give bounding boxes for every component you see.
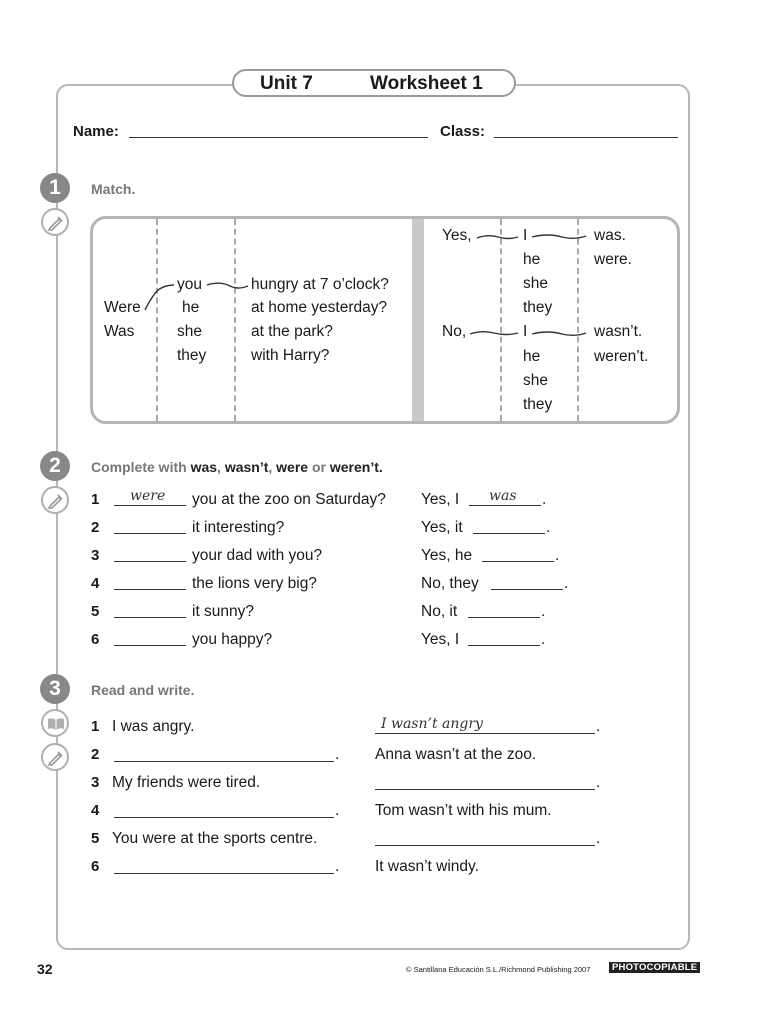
ex3-right-text: Tom wasn’t with his mum. <box>375 802 552 819</box>
period: . <box>555 547 560 564</box>
exercise-3-instruction: Read and write. <box>91 682 195 698</box>
period: . <box>335 746 340 763</box>
exercise-3-number: 3 <box>40 674 70 704</box>
ex3-left-blank[interactable] <box>114 817 334 818</box>
ending-were: were. <box>594 251 632 268</box>
ex2-answer-text: No, it <box>421 603 458 620</box>
pronoun-no-she: she <box>523 372 548 389</box>
worksheet-title: Worksheet 1 <box>370 73 483 94</box>
period: . <box>596 830 601 847</box>
answer-yes: Yes, <box>442 227 472 244</box>
pronoun-yes-they: they <box>523 299 553 316</box>
pronoun-yes-she: she <box>523 275 548 292</box>
period: . <box>541 631 546 648</box>
ex3-right-blank[interactable] <box>375 845 595 846</box>
ex2-answer-blank[interactable] <box>482 561 554 562</box>
ex2-answer-blank[interactable] <box>468 645 540 646</box>
subject-you: you <box>177 276 202 293</box>
ex3-left-text: I was angry. <box>112 718 195 735</box>
period: . <box>596 774 601 791</box>
ex2-row-number: 6 <box>91 631 100 648</box>
ex2-answer-text: Yes, I <box>421 491 460 508</box>
book-icon <box>41 709 69 737</box>
ex2-answer-fill: was <box>489 488 517 504</box>
ex3-row-number: 1 <box>91 718 100 735</box>
pencil-icon <box>41 486 69 514</box>
subject-he: he <box>182 299 200 316</box>
ex3-row-number: 6 <box>91 858 100 875</box>
ex2-question-text: you at the zoo on Saturday? <box>192 491 386 508</box>
ex3-left-blank[interactable] <box>114 761 334 762</box>
period: . <box>542 491 547 508</box>
ex3-right-text: Anna wasn’t at the zoo. <box>375 746 537 763</box>
ex2-question-blank[interactable] <box>114 645 186 646</box>
ex2-question-text: your dad with you? <box>192 547 323 564</box>
ex2-question-answer: were <box>130 488 166 504</box>
ex3-left-text: You were at the sports centre. <box>112 830 318 847</box>
name-label: Name: <box>73 123 119 140</box>
verb-was: Was <box>104 323 135 340</box>
subject-they: they <box>177 347 207 364</box>
ex2-answer-blank[interactable] <box>469 505 541 506</box>
page-number: 32 <box>37 961 53 977</box>
ex2-row-number: 2 <box>91 519 100 536</box>
ex2-question-blank[interactable] <box>114 533 186 534</box>
ex2-answer-blank[interactable] <box>473 533 545 534</box>
ex2-answer-text: Yes, I <box>421 631 460 648</box>
copyright: © Santillana Educación S.L./Richmond Publishing 2007 <box>406 965 591 974</box>
ending-werent: weren’t. <box>594 348 649 365</box>
ex3-right-answer: I wasn’t angry <box>381 716 483 732</box>
ex2-question-blank[interactable] <box>114 589 186 590</box>
ex2-question-blank[interactable] <box>114 505 186 506</box>
period: . <box>541 603 546 620</box>
ex2-row-number: 1 <box>91 491 100 508</box>
pencil-icon <box>41 743 69 771</box>
ex2-answer-text: No, they <box>421 575 479 592</box>
ex2-question-text: the lions very big? <box>192 575 317 592</box>
ex2-row-number: 3 <box>91 547 100 564</box>
ex2-question-text: it interesting? <box>192 519 285 536</box>
ex2-answer-blank[interactable] <box>491 589 563 590</box>
ex3-row-number: 5 <box>91 830 100 847</box>
verb-were: Were <box>104 299 141 316</box>
period: . <box>546 519 551 536</box>
phrase-4: with Harry? <box>251 347 330 364</box>
exercise-1-instruction: Match. <box>91 181 136 197</box>
phrase-1: hungry at 7 o’clock? <box>251 276 389 293</box>
phrase-2: at home yesterday? <box>251 299 388 316</box>
ex2-row-number: 4 <box>91 575 100 592</box>
ex3-right-text: It wasn’t windy. <box>375 858 479 875</box>
period: . <box>335 802 340 819</box>
ex3-row-number: 2 <box>91 746 100 763</box>
period: . <box>596 718 601 735</box>
pronoun-no-he: he <box>523 348 541 365</box>
period: . <box>564 575 569 592</box>
unit-title: Unit 7 <box>260 73 313 94</box>
pronoun-no-they: they <box>523 396 553 413</box>
ex3-row-number: 4 <box>91 802 100 819</box>
phrase-3: at the park? <box>251 323 333 340</box>
exercise-1-number: 1 <box>40 173 70 203</box>
ex2-row-number: 5 <box>91 603 100 620</box>
class-label: Class: <box>440 123 486 140</box>
ending-wasnt: wasn’t. <box>594 323 643 340</box>
ending-was: was. <box>594 227 626 244</box>
pronoun-yes-he: he <box>523 251 541 268</box>
ex3-right-blank[interactable] <box>375 733 595 734</box>
ex3-left-text: My friends were tired. <box>112 774 261 791</box>
ex2-answer-text: Yes, it <box>421 519 463 536</box>
period: . <box>335 858 340 875</box>
pronoun-yes-i: I <box>523 227 528 244</box>
pronoun-no-i: I <box>523 323 528 340</box>
ex3-right-blank[interactable] <box>375 789 595 790</box>
match-example-lines <box>0 0 768 440</box>
exercise-2-number: 2 <box>40 451 70 481</box>
exercise-2-instruction: Complete with was, wasn’t, were or weren’t. <box>91 459 383 475</box>
ex2-question-text: it sunny? <box>192 603 255 620</box>
ex2-question-text: you happy? <box>192 631 273 648</box>
ex2-answer-blank[interactable] <box>468 617 540 618</box>
ex2-question-blank[interactable] <box>114 561 186 562</box>
ex3-left-blank[interactable] <box>114 873 334 874</box>
subject-she: she <box>177 323 202 340</box>
ex2-question-blank[interactable] <box>114 617 186 618</box>
ex2-answer-text: Yes, he <box>421 547 473 564</box>
answer-no: No, <box>442 323 467 340</box>
photocopiable-badge: PHOTOCOPIABLE <box>609 962 700 973</box>
ex3-row-number: 3 <box>91 774 100 791</box>
